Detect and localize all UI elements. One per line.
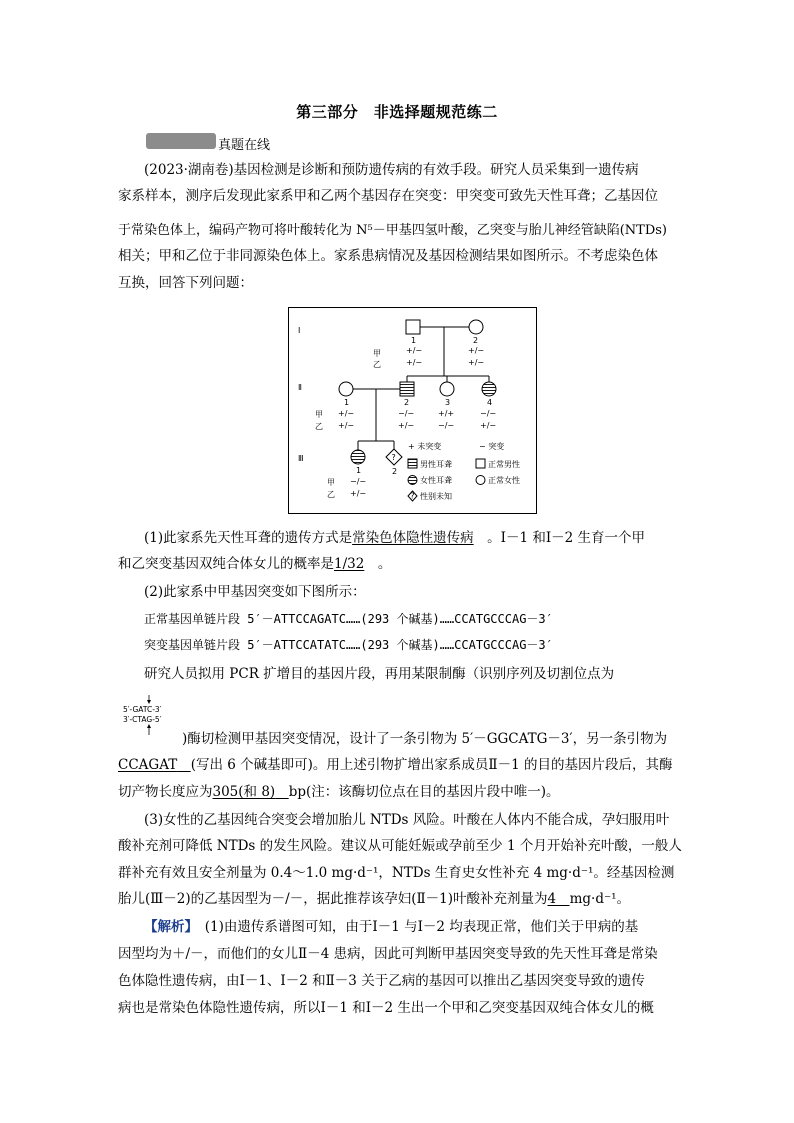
analysis-label: 【解析】 [144, 919, 192, 935]
q3-line-3: 群补充有效且安全剂量为 0.4～1.0 mg·d⁻¹，NTDs 生育史女性补充 4 mg·d⁻¹。经基因检测 [118, 865, 675, 881]
svg-text:−/−: −/− [438, 421, 455, 430]
q1-line-1: (1)此家系先天性耳聋的遗传方式是常染色体隐性遗传病 。Ⅰ－1 和Ⅰ－2 生育一个甲 [144, 530, 646, 546]
svg-text:甲: 甲 [327, 478, 335, 487]
gen2-female-4-deaf [482, 382, 496, 396]
q2-answer-3: CCAGAT [118, 757, 178, 773]
svg-text:+/−: +/− [480, 421, 497, 430]
legend-male-deaf: 男性耳聋 [420, 460, 452, 469]
q2-line-answer4: 切产物长度应为305(和 8) bp(注：该酶切位点在目的基因片段中唯一)。 [118, 784, 560, 800]
gen1-female-2 [469, 320, 483, 334]
svg-text:?: ? [410, 491, 415, 501]
q1-answer-2: 1/32 [334, 556, 365, 572]
svg-text:4: 4 [487, 398, 493, 407]
svg-text:2: 2 [473, 336, 479, 345]
svg-text:+/−: +/− [338, 421, 355, 430]
q2-text-2: )酶切检测甲基因突变情况，设计了一条引物为 5′－GGCATG－3′，另一条引物为 [182, 731, 668, 747]
analysis-line-1: 【解析】 (1)由遗传系谱图可知，由于Ⅰ－1 与Ⅰ－2 均表现正常，他们关于甲病的基 [144, 919, 639, 935]
svg-text:1: 1 [356, 466, 362, 475]
q2-text-1: 研究人员拟用 PCR 扩增目的基因片段，再用某限制酶（识别序列及切割位点为 [144, 666, 615, 682]
svg-text:3: 3 [445, 398, 451, 407]
legend-minus: − 突变 [479, 442, 505, 451]
svg-text:+/−: +/− [338, 409, 355, 418]
svg-text:+/−: +/− [350, 489, 367, 498]
generation-label-2: Ⅱ [298, 383, 302, 392]
intro-line-2: 家系样本，测序后发现此家系甲和乙两个基因存在突变：甲突变可致先天性耳聋；乙基因位 [118, 188, 658, 204]
enzyme-site-figure [122, 694, 180, 736]
gen3-female-1-deaf [351, 450, 365, 464]
svg-text:乙: 乙 [327, 490, 335, 499]
q1-answer-1: 常染色体隐性遗传病 [352, 530, 474, 546]
svg-text:1: 1 [411, 336, 417, 345]
q2-line-answer3: CCAGAT (写出 6 个碱基即可)。用上述引物扩增出家系成员Ⅱ－1 的目的基因片段后，其酶 [118, 757, 673, 773]
legend-unknown: 性别未知 [420, 492, 452, 501]
q3-line-4: 胎儿(Ⅲ－2)的乙基因型为－/－，据此推荐该孕妇(Ⅱ－1)叶酸补充剂量为4 mg·d⁻¹。 [118, 891, 631, 907]
gen2-female-1 [339, 382, 353, 396]
svg-text:+/−: +/− [406, 346, 423, 355]
svg-text:−/−: −/− [398, 409, 415, 418]
legend-plus: + 未突变 [408, 442, 442, 451]
analysis-line-2: 因型均为＋/－，而他们的女儿Ⅱ－4 患病，因此可判断甲基因突变导致的先天性耳聋是常染 [118, 946, 658, 962]
page-title: 第三部分 非选择题规范练二 [296, 103, 498, 121]
svg-text:+/−: +/− [468, 346, 485, 355]
intro-line-5: 互换，回答下列问题： [118, 275, 253, 291]
svg-text:+/+: +/+ [438, 409, 455, 418]
legend-normal-female: 正常女性 [488, 476, 520, 485]
gen2-female-3 [440, 382, 454, 396]
q3-answer-5: 4 [547, 891, 557, 907]
intro-line-4: 相关；甲和乙位于非同源染色体上。家系患病情况及基因检测结果如图所示。不考虑染色体 [118, 248, 658, 264]
svg-text:乙: 乙 [315, 422, 323, 431]
svg-text:?: ? [391, 453, 396, 462]
svg-text:甲: 甲 [315, 410, 323, 419]
q2-mutant-sequence: 突变基因单链片段 5′－ATTCCATATC……(293 个碱基)……CCATGCCCAG－3′ [144, 638, 553, 652]
legend-normal-male: 正常男性 [488, 460, 520, 469]
gen2-male-2-deaf [400, 382, 414, 396]
section-label: 真题在线 [218, 138, 271, 153]
intro-line-3: 于常染色体上，编码产物可将叶酸转化为 N⁵－甲基四氢叶酸，乙突变与胎儿神经管缺陷(NTDs) [118, 223, 668, 238]
gen1-male-1 [406, 320, 420, 334]
svg-text:+/−: +/− [468, 358, 485, 367]
svg-text:+/−: +/− [406, 358, 423, 367]
svg-text:5′-GATC-3′: 5′-GATC-3′ [123, 705, 162, 714]
analysis-line-4: 病也是常染色体隐性遗传病，所以Ⅰ－1 和Ⅰ－2 生出一个甲和乙突变基因双纯合体女儿的概 [118, 1000, 654, 1016]
svg-text:1: 1 [344, 398, 350, 407]
q2-normal-sequence: 正常基因单链片段 5′－ATTCCAGATC……(293 个碱基)……CCATGCCCAG－3′ [144, 612, 553, 626]
intro-line-1: (2023·湖南卷)基因检测是诊断和预防遗传病的有效手段。研究人员采集到一遗传病 [144, 162, 639, 178]
legend-female-deaf: 女性耳聋 [420, 476, 452, 485]
svg-text:乙: 乙 [373, 360, 381, 369]
section-tag-badge [146, 133, 216, 149]
q2-answer-4: 305(和 8) [212, 784, 276, 800]
pedigree-chart [288, 307, 537, 514]
svg-text:−/−: −/− [350, 477, 367, 486]
svg-text:+/−: +/− [398, 421, 415, 430]
svg-text:2: 2 [404, 398, 410, 407]
svg-text:2: 2 [392, 467, 398, 476]
q3-line-2: 酸补充剂可降低 NTDs 的发生风险。建议从可能妊娠或孕前至少 1 个月开始补充叶酸，一般人 [118, 838, 682, 854]
q1-line-2: 和乙突变基因双纯合体女儿的概率是1/32 。 [118, 556, 392, 572]
generation-label-3: Ⅲ [298, 454, 304, 463]
svg-text:−/−: −/− [480, 409, 497, 418]
analysis-line-3: 色体隐性遗传病，由Ⅰ－1、Ⅰ－2 和Ⅱ－3 关于乙病的基因可以推出乙基因突变导致的遗传 [118, 973, 645, 989]
q3-line-1: (3)女性的乙基因纯合突变会增加胎儿 NTDs 风险。叶酸在人体内不能合成，孕妇服用叶 [144, 812, 670, 828]
q2-intro: (2)此家系中甲基因突变如下图所示： [144, 584, 366, 600]
generation-label-1: Ⅰ [298, 326, 301, 335]
svg-text:甲: 甲 [373, 349, 381, 358]
svg-text:3′-CTAG-5′: 3′-CTAG-5′ [123, 715, 162, 724]
